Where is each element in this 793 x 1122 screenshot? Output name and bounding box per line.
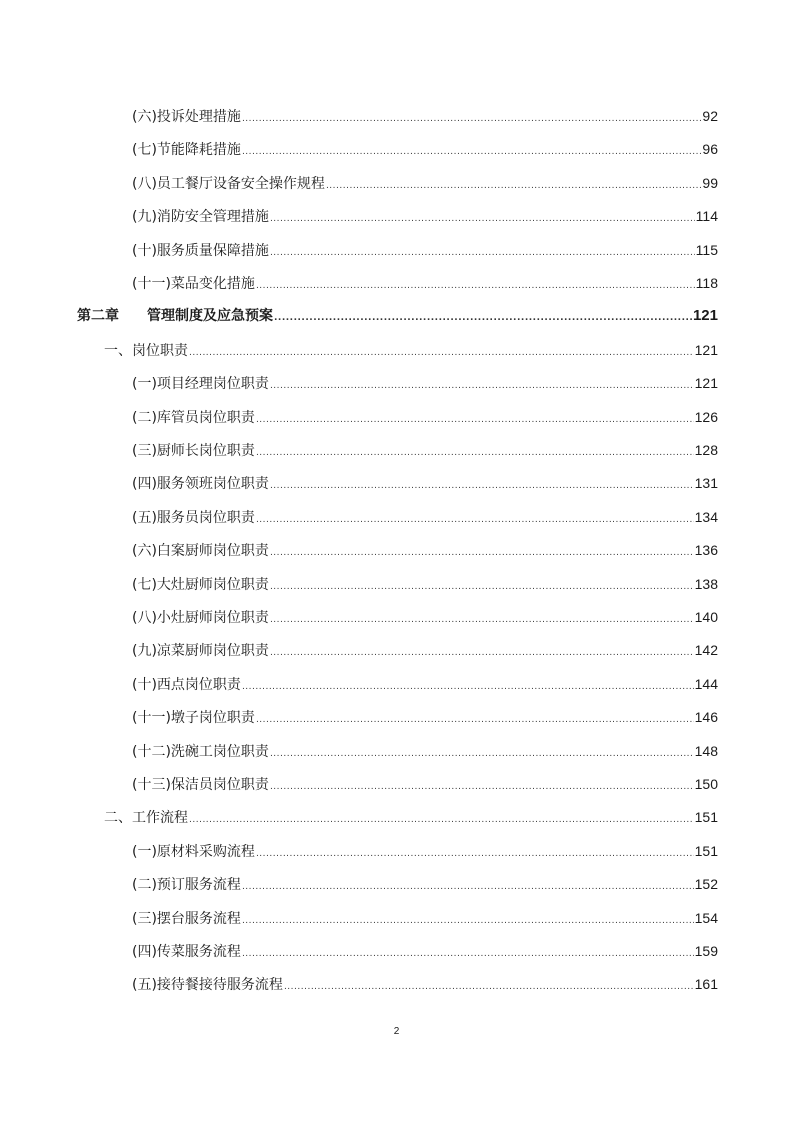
toc-entry-label: (十)西点岗位职责 [132,677,241,693]
toc-page-number: 138 [694,576,718,592]
toc-dot-leader [242,109,701,129]
toc-chapter-number: 第二章 [77,308,119,324]
toc-entry[interactable] [104,807,718,827]
toc-dot-leader [270,744,694,764]
toc-entry-label [77,306,273,326]
toc-page-number: 151 [694,843,718,859]
toc-entry[interactable] [132,640,718,660]
toc-chapter-title: 管理制度及应急预案 [147,308,273,324]
toc-dot-leader [242,877,694,897]
toc-entry-label: (十三)保洁员岗位职责 [132,777,269,793]
toc-entry-label: (七)大灶厨师岗位职责 [132,577,269,593]
toc-entry-label: (一)项目经理岗位职责 [132,376,269,392]
toc-page-number: 161 [694,976,718,992]
toc-entry[interactable] [132,206,718,226]
toc-entry[interactable] [132,574,718,594]
toc-entry[interactable] [132,139,718,159]
toc-dot-leader [270,376,694,396]
toc-page-number: 128 [694,442,718,458]
toc-entry[interactable] [132,774,718,794]
toc-dot-leader [242,911,694,931]
toc-entry-label: (九)消防安全管理措施 [132,209,269,225]
page-number: 2 [393,1026,400,1037]
toc-entry[interactable] [77,306,718,326]
toc-dot-leader [242,944,694,964]
toc-page-number: 148 [694,743,718,759]
toc-dot-leader [270,243,695,263]
toc-page-number: 150 [694,776,718,792]
toc-entry-label: (十一)墩子岗位职责 [132,710,255,726]
toc-entry-label: (十)服务质量保障措施 [132,243,269,259]
toc-entry[interactable] [132,974,718,994]
toc-entry[interactable] [132,674,718,694]
toc-entry-label: 二、工作流程 [104,810,188,826]
toc-entry[interactable] [132,173,718,193]
toc-dot-leader [270,209,695,229]
toc-dot-leader [189,343,694,363]
toc-page-number: 114 [695,208,718,224]
toc-entry-label: (八)员工餐厅设备安全操作规程 [132,176,325,192]
toc-page-number: 140 [694,609,718,625]
toc-page-number: 126 [694,409,718,425]
toc-page-number: 142 [694,642,718,658]
toc-page-number: 121 [692,307,718,324]
toc-page-number: 134 [694,509,718,525]
toc-entry[interactable] [132,941,718,961]
toc-entry-label: (三)摆台服务流程 [132,911,241,927]
toc-dot-leader [270,643,694,663]
toc-dot-leader [256,844,694,864]
toc-page-number: 144 [694,676,718,692]
toc-page-number: 121 [694,342,718,358]
toc-entry[interactable] [132,741,718,761]
toc-dot-leader [270,476,694,496]
toc-entry[interactable] [132,841,718,861]
toc-page-number: 154 [694,910,718,926]
toc-dot-leader [274,308,692,328]
toc-entry-label: (十一)菜品变化措施 [132,276,255,292]
toc-entry[interactable] [132,473,718,493]
toc-entry-label: (四)服务领班岗位职责 [132,476,269,492]
toc-entry-label: (十二)洗碗工岗位职责 [132,744,269,760]
toc-entry[interactable] [132,540,718,560]
toc-dot-leader [256,276,695,296]
toc-entry-label: (三)厨师长岗位职责 [132,443,255,459]
toc-entry-label: (五)服务员岗位职责 [132,510,255,526]
toc-dot-leader [242,677,694,697]
toc-entry-label: (二)库管员岗位职责 [132,410,255,426]
toc-page-number: 92 [702,108,718,124]
toc-entry-label: 一、岗位职责 [104,343,188,359]
toc-entry[interactable] [132,373,718,393]
toc-dot-leader [242,142,701,162]
toc-dot-leader [256,710,694,730]
toc-entry[interactable] [132,106,718,126]
toc-page-number: 151 [694,809,718,825]
toc-entry[interactable] [132,874,718,894]
toc-dot-leader [256,410,694,430]
toc-entry-label: (七)节能降耗措施 [132,142,241,158]
toc-page-number: 159 [694,943,718,959]
toc-page-number: 152 [694,876,718,892]
toc-entry-label: (六)投诉处理措施 [132,109,241,125]
toc-entry-label: (八)小灶厨师岗位职责 [132,610,269,626]
toc-dot-leader [284,977,694,997]
toc-page-number: 115 [695,242,718,258]
toc-dot-leader [326,176,701,196]
toc-entry[interactable] [132,407,718,427]
toc-entry-label: (五)接待餐接待服务流程 [132,977,283,993]
toc-entry-label: (二)预订服务流程 [132,877,241,893]
toc-entry[interactable] [132,240,718,260]
toc-entry[interactable] [132,507,718,527]
toc-page-number: 121 [694,375,718,391]
toc-entry[interactable] [132,273,718,293]
toc-page-number: 96 [702,141,718,157]
toc-entry[interactable] [132,440,718,460]
toc-dot-leader [270,610,694,630]
toc-dot-leader [270,777,694,797]
toc-entry[interactable] [132,707,718,727]
toc-dot-leader [256,510,694,530]
toc-entry-label: (九)凉菜厨师岗位职责 [132,643,269,659]
toc-dot-leader [189,810,694,830]
toc-entry[interactable] [132,908,718,928]
toc-dot-leader [270,543,694,563]
toc-entry[interactable] [132,607,718,627]
toc-page-number: 99 [702,175,718,191]
toc-entry[interactable] [104,340,718,360]
toc-entry-label: (六)白案厨师岗位职责 [132,543,269,559]
toc-dot-leader [270,577,694,597]
toc-entry-label: (四)传菜服务流程 [132,944,241,960]
toc-dot-leader [256,443,694,463]
toc-page-number: 131 [694,475,718,491]
toc-page-number: 146 [694,709,718,725]
toc-page-number: 118 [695,275,718,291]
toc-page-number: 136 [694,542,718,558]
toc-entry-label: (一)原材料采购流程 [132,844,255,860]
